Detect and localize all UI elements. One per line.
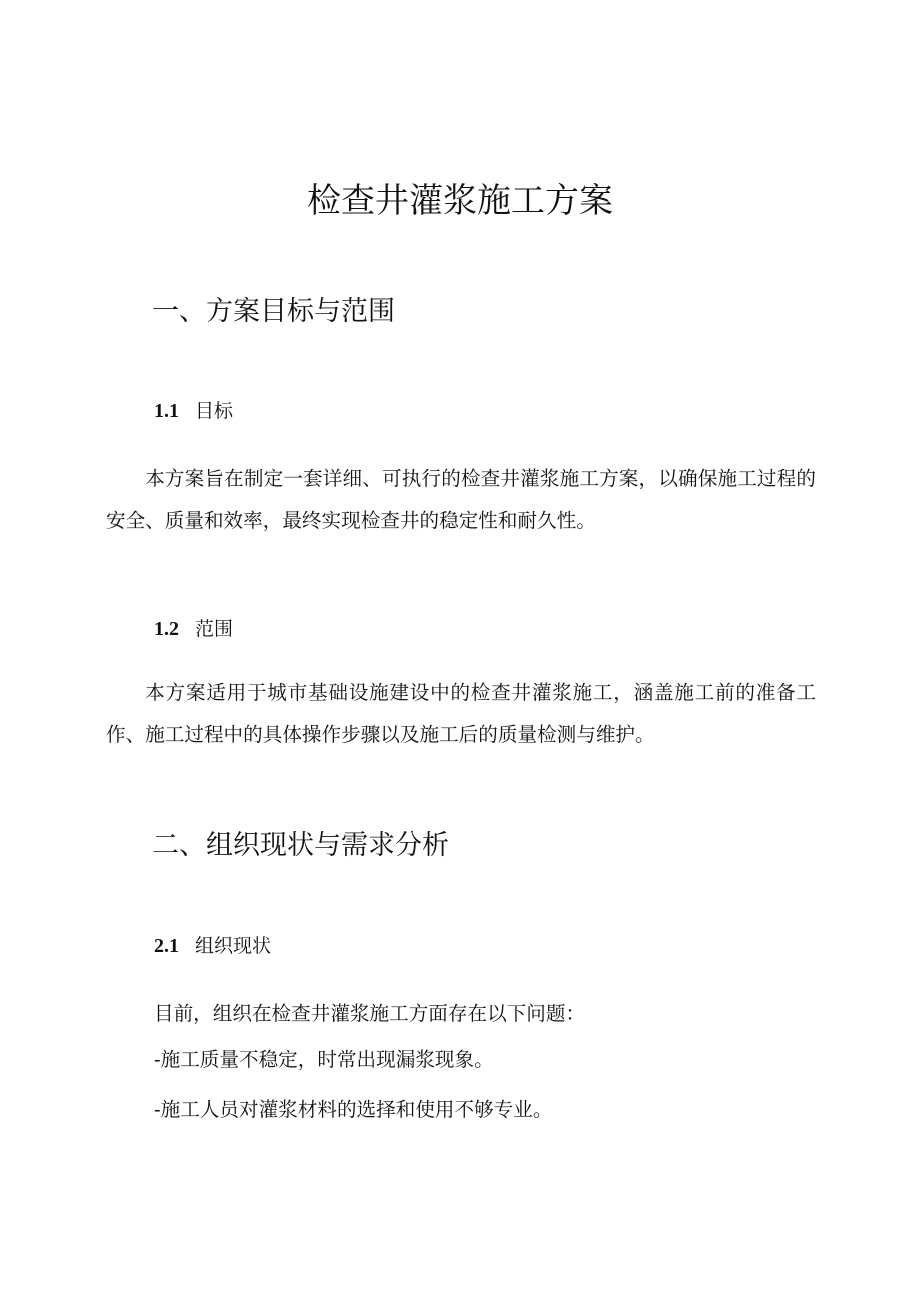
subsection-number: 2.1	[154, 935, 179, 957]
issue-list-item: -施工质量不稳定，时常出现漏浆现象。	[154, 1048, 494, 1071]
section-heading-1: 一、方案目标与范围	[152, 296, 395, 327]
document-title: 检查井灌浆施工方案	[307, 181, 613, 221]
subsection-number: 1.2	[154, 618, 179, 640]
status-intro-line: 目前，组织在检查井灌浆施工方面存在以下问题：	[154, 1002, 586, 1025]
subsection-number: 1.1	[154, 400, 179, 422]
subsection-heading-1-1	[154, 398, 233, 424]
subsection-title: 范围	[195, 618, 234, 640]
section-heading-2: 二、组织现状与需求分析	[152, 830, 449, 861]
issue-list-item: -施工人员对灌浆材料的选择和使用不够专业。	[154, 1098, 553, 1121]
paragraph-scope: 本方案适用于城市基础设施建设中的检查井灌浆施工，涵盖施工前的准备工作、施工过程中的具体操作步骤以及施工后的质量检测与维护。	[106, 681, 816, 746]
subsection-heading-1-2	[154, 616, 233, 642]
subsection-title: 组织现状	[195, 935, 272, 957]
subsection-title: 目标	[195, 400, 234, 422]
subsection-heading-2-1	[154, 933, 271, 959]
paragraph-goal: 本方案旨在制定一套详细、可执行的检查井灌浆施工方案，以确保施工过程的安全、质量和效率，最终实现检查井的稳定性和耐久性。	[106, 467, 816, 532]
